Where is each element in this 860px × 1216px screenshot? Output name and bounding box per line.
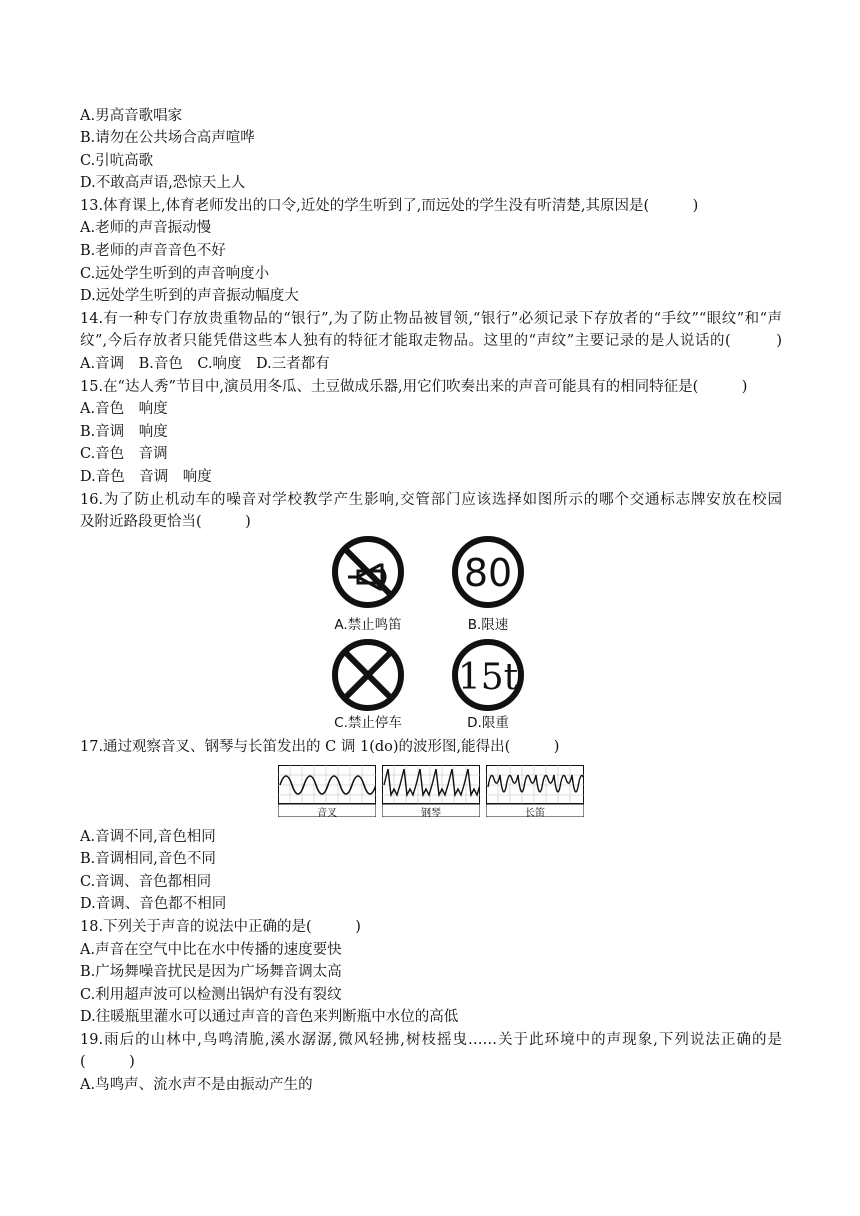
option-15d: D.音色 音调 响度 [80, 469, 212, 485]
question-14-line-2: 纹”,今后存放者只能凭借这些本人独有的特征才能取走物品。这里的“声纹”主要记录的是人说话的( ) [80, 333, 782, 349]
option-18d: D.往暖瓶里灌水可以通过声音的音色来判断瓶中水位的高低 [80, 1009, 459, 1025]
question-17: 17.通过观察音叉、钢琴与长笛发出的 C 调 1(do)的波形图,能得出( ) [80, 739, 560, 755]
piano-label: 钢琴 [421, 808, 441, 819]
traffic-signs-figure [330, 533, 530, 731]
option-15b: B.音调 响度 [80, 424, 168, 440]
sign-c-caption: C.禁止停车 [334, 715, 402, 731]
option-12d: D.不敢高声语,恐惊天上人 [80, 175, 246, 191]
option-19a: A.鸟鸣声、流水声不是由振动产生的 [80, 1077, 313, 1093]
option-17a: A.音调不同,音色相同 [80, 829, 216, 845]
question-15: 15.在“达人秀”节目中,演员用冬瓜、土豆做成乐器,用它们吹奏出来的声音可能具有的相同特征是( ) [80, 379, 748, 395]
question-19-line-2: ( ) [80, 1054, 135, 1070]
option-12a: A.男高音歌唱家 [80, 108, 183, 124]
weight-limit-icon [455, 642, 521, 708]
speed-limit-value: 80 [463, 551, 513, 595]
option-17c: C.音调、音色都相同 [80, 874, 212, 890]
option-12c: C.引吭高歌 [80, 153, 154, 169]
question-16-line-1: 16.为了防止机动车的噪音对学校教学产生影响,交管部门应该选择如图所示的哪个交通标志牌安放在校园 [80, 492, 782, 508]
sign-d-caption: D.限重 [467, 715, 509, 731]
option-18a: A.声音在空气中比在水中传播的速度要快 [80, 942, 342, 958]
no-horn-icon [335, 539, 401, 605]
option-15a: A.音色 响度 [80, 401, 168, 417]
option-12b: B.请勿在公共场合高声喧哗 [80, 130, 255, 146]
weight-limit-value: 15t [457, 657, 519, 698]
question-18: 18.下列关于声音的说法中正确的是( ) [80, 919, 361, 935]
sign-a-caption: A.禁止鸣笛 [334, 617, 402, 633]
question-13: 13.体育课上,体育老师发出的口令,近处的学生听到了,而远处的学生没有听清楚,其原因是( ) [80, 198, 699, 214]
option-15c: C.音色 音调 [80, 446, 168, 462]
option-17b: B.音调相同,音色不同 [80, 851, 216, 867]
option-18b: B.广场舞噪音扰民是因为广场舞音调太高 [80, 964, 342, 980]
no-parking-icon [335, 642, 401, 708]
tuning-fork-label: 音叉 [317, 808, 337, 819]
option-18c: C.利用超声波可以检测出锅炉有没有裂纹 [80, 987, 342, 1003]
flute-label: 长笛 [525, 808, 545, 819]
option-17d: D.音调、音色都不相同 [80, 896, 227, 912]
sign-b-caption: B.限速 [467, 617, 509, 633]
option-13a: A.老师的声音振动慢 [80, 220, 212, 236]
options-14: A.音调 B.音色 C.响度 D.三者都有 [80, 356, 330, 372]
option-13d: D.远处学生听到的声音振动幅度大 [80, 288, 299, 304]
option-13c: C.远处学生听到的声音响度小 [80, 266, 270, 282]
question-16-line-2: 及附近路段更恰当( ) [80, 514, 251, 530]
question-19-line-1: 19.雨后的山林中,鸟鸣清脆,溪水潺潺,微风轻拂,树枝摇曳……关于此环境中的声现象,下列说法正确的是 [80, 1032, 782, 1048]
option-13b: B.老师的声音音色不好 [80, 243, 226, 259]
question-14-line-1: 14.有一种专门存放贵重物品的“银行”,为了防止物品被冒领,“银行”必须记录下存放者的“手纹”“眼纹”和“声 [80, 311, 782, 327]
speed-limit-icon [455, 539, 521, 605]
